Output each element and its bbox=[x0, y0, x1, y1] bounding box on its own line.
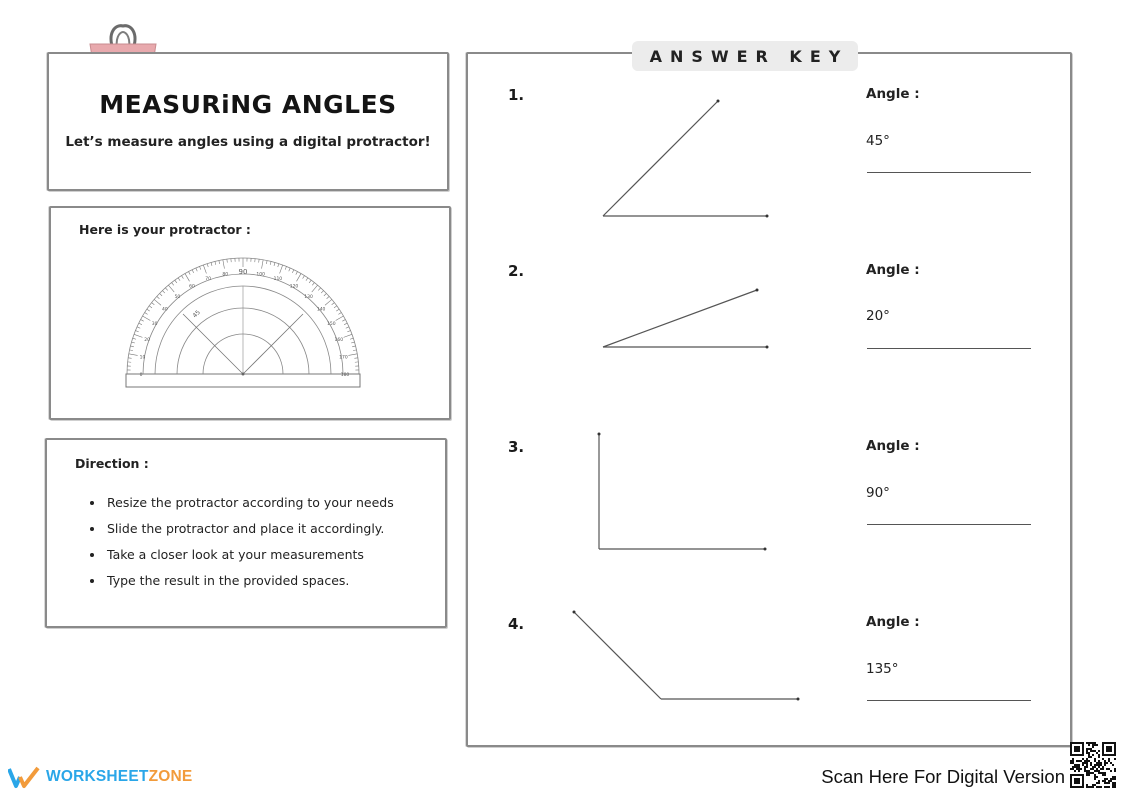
protractor-tick bbox=[270, 261, 271, 264]
protractor-tick bbox=[219, 261, 220, 264]
protractor-tick bbox=[182, 276, 184, 279]
angle-label-3: Angle : bbox=[866, 438, 920, 454]
protractor-tick bbox=[178, 278, 180, 281]
angle-answer-3[interactable]: 90° bbox=[866, 485, 890, 501]
protractor-45-line bbox=[183, 314, 243, 374]
angle-answer-4[interactable]: 135° bbox=[866, 661, 899, 677]
protractor-tick-label: 80 bbox=[222, 272, 229, 278]
brand-name-part1: WORKSHEET bbox=[46, 768, 149, 785]
worksheetzone-w-icon bbox=[8, 765, 40, 789]
title-panel bbox=[47, 52, 449, 191]
protractor-tick-label: 180 bbox=[340, 373, 350, 378]
answer-line-4 bbox=[867, 700, 1031, 701]
protractor-tick bbox=[262, 260, 264, 269]
protractor-tick bbox=[135, 331, 138, 332]
protractor-tick bbox=[334, 306, 337, 308]
protractor-tick bbox=[211, 262, 212, 265]
direction-list bbox=[91, 490, 394, 594]
protractor-tick-label: 170 bbox=[339, 355, 348, 361]
protractor-heading: Here is your protractor : bbox=[79, 222, 251, 237]
protractor-tick bbox=[336, 316, 344, 321]
protractor-tick bbox=[200, 266, 201, 269]
protractor-tick bbox=[165, 288, 167, 291]
protractor-tick bbox=[327, 296, 330, 298]
protractor-tick bbox=[162, 291, 164, 294]
angle-answer-2[interactable]: 20° bbox=[866, 308, 890, 324]
protractor-tick bbox=[274, 262, 275, 265]
direction-item: • Take a closer look at your measurements bbox=[105, 542, 394, 568]
brand-name-part2: ZONE bbox=[148, 768, 193, 785]
protractor-tick bbox=[143, 316, 151, 321]
protractor-tick-label: 40 bbox=[161, 307, 168, 313]
answer-line-3 bbox=[867, 524, 1031, 525]
protractor-tick bbox=[129, 354, 138, 356]
protractor-tick bbox=[338, 313, 341, 315]
protractor-tick bbox=[297, 274, 302, 282]
protractor-tick bbox=[285, 266, 286, 269]
protractor-tick bbox=[130, 350, 133, 351]
protractor-tick bbox=[131, 342, 134, 343]
protractor-tick bbox=[168, 285, 174, 292]
protractor-tick-label: 100 bbox=[256, 272, 266, 278]
protractor-tick bbox=[154, 299, 161, 305]
protractor-tick-label: 30 bbox=[151, 322, 158, 327]
protractor-135-line bbox=[243, 314, 303, 374]
angle-figure-4 bbox=[560, 600, 810, 710]
direction-panel bbox=[45, 438, 447, 628]
protractor-tick bbox=[347, 331, 350, 332]
protractor-tick bbox=[133, 338, 136, 339]
scan-here-text: Scan Here For Digital Version bbox=[821, 766, 1065, 787]
protractor[interactable] bbox=[123, 256, 363, 396]
protractor-base bbox=[126, 374, 360, 387]
protractor-tick bbox=[139, 323, 142, 325]
protractor-tick bbox=[152, 303, 155, 305]
protractor-tick bbox=[134, 334, 142, 337]
protractor-tick bbox=[280, 265, 283, 273]
protractor-tick bbox=[189, 272, 191, 275]
protractor-tick bbox=[185, 274, 190, 282]
protractor-tick bbox=[289, 268, 290, 271]
protractor-tick-label: 0 bbox=[139, 373, 143, 378]
protractor-tick bbox=[157, 296, 160, 298]
question-number-4: 4. bbox=[508, 615, 525, 633]
protractor-center-dot bbox=[242, 373, 245, 376]
qr-code-icon[interactable] bbox=[1070, 742, 1116, 788]
protractor-angle-label: 45 bbox=[191, 309, 202, 320]
angle-answer-1[interactable]: 45° bbox=[866, 133, 890, 149]
question-number-2: 2. bbox=[508, 262, 525, 280]
question-number-1: 1. bbox=[508, 86, 525, 104]
protractor-tick-label: 60 bbox=[189, 284, 195, 290]
protractor-tick bbox=[312, 283, 314, 286]
angle-figure-3 bbox=[560, 425, 780, 565]
protractor-tick bbox=[312, 285, 318, 292]
protractor-tick bbox=[278, 264, 279, 267]
answer-key-tab: ANSWER KEY bbox=[632, 41, 858, 71]
protractor-tick bbox=[336, 309, 339, 311]
protractor-tick bbox=[292, 270, 294, 273]
protractor-tick bbox=[309, 280, 311, 283]
protractor-tick-label: 150 bbox=[327, 322, 336, 327]
protractor-tick-label: 50 bbox=[174, 294, 181, 300]
angle-figure-1 bbox=[560, 90, 780, 230]
page-title: MEASURiNG ANGLES bbox=[99, 90, 397, 119]
protractor-panel bbox=[49, 206, 451, 420]
protractor-tick bbox=[296, 272, 298, 275]
protractor-tick bbox=[324, 293, 327, 295]
answer-line-2 bbox=[867, 348, 1031, 349]
worksheetzone-logo[interactable] bbox=[8, 764, 192, 790]
protractor-tick bbox=[344, 323, 347, 325]
protractor-tick-label: 160 bbox=[334, 338, 344, 344]
question-number-3: 3. bbox=[508, 438, 525, 456]
protractor-tick bbox=[175, 280, 177, 283]
angle-label-2: Angle : bbox=[866, 262, 920, 278]
protractor-tick-label: 10 bbox=[139, 355, 146, 361]
protractor-tick bbox=[192, 270, 194, 273]
protractor-tick-label: 110 bbox=[273, 277, 283, 283]
angle-label-4: Angle : bbox=[866, 614, 920, 630]
protractor-tick bbox=[203, 265, 206, 273]
angle-figure-2 bbox=[560, 280, 780, 360]
direction-item: • Resize the protractor according to your needs bbox=[105, 490, 394, 516]
protractor-tick bbox=[318, 288, 320, 291]
protractor-tick-label: 20 bbox=[144, 338, 151, 344]
protractor-tick bbox=[332, 303, 335, 305]
protractor-tick bbox=[351, 342, 354, 343]
protractor-tick bbox=[172, 283, 174, 286]
protractor-tick bbox=[346, 327, 349, 328]
direction-item: • Slide the protractor and place it accordingly. bbox=[105, 516, 394, 542]
protractor-tick bbox=[207, 264, 208, 267]
protractor-tick bbox=[353, 350, 356, 351]
page-subtitle: Let’s measure angles using a digital protractor! bbox=[65, 134, 431, 150]
direction-heading: Direction : bbox=[75, 456, 149, 471]
protractor-tick bbox=[145, 313, 148, 315]
direction-item: • Type the result in the provided spaces. bbox=[105, 568, 394, 594]
protractor-tick-label: 130 bbox=[304, 294, 313, 300]
protractor-tick bbox=[325, 299, 332, 305]
protractor-tick-label: 90 bbox=[238, 268, 248, 276]
protractor-tick bbox=[350, 338, 353, 339]
protractor-tick bbox=[321, 291, 323, 294]
brand-name bbox=[46, 768, 192, 786]
protractor-tick bbox=[352, 346, 355, 347]
protractor-tick bbox=[223, 260, 225, 269]
answer-line-1 bbox=[867, 172, 1031, 173]
protractor-tick bbox=[160, 293, 163, 295]
protractor-tick bbox=[303, 276, 305, 279]
protractor-tick-label: 120 bbox=[289, 284, 299, 290]
protractor-tick bbox=[141, 320, 144, 322]
protractor-tick bbox=[344, 334, 352, 337]
angle-label-1: Angle : bbox=[866, 86, 920, 102]
protractor-tick bbox=[196, 268, 197, 271]
protractor-tick bbox=[266, 261, 267, 264]
protractor-tick bbox=[348, 354, 357, 356]
protractor-tick bbox=[137, 327, 140, 328]
protractor-tick-label: 70 bbox=[205, 277, 211, 283]
protractor-tick bbox=[130, 346, 133, 347]
protractor-tick-label: 140 bbox=[316, 307, 326, 313]
protractor-tick bbox=[147, 309, 150, 311]
protractor-tick bbox=[306, 278, 308, 281]
protractor-tick bbox=[149, 306, 152, 308]
protractor-tick bbox=[215, 261, 216, 264]
protractor-tick bbox=[342, 320, 345, 322]
